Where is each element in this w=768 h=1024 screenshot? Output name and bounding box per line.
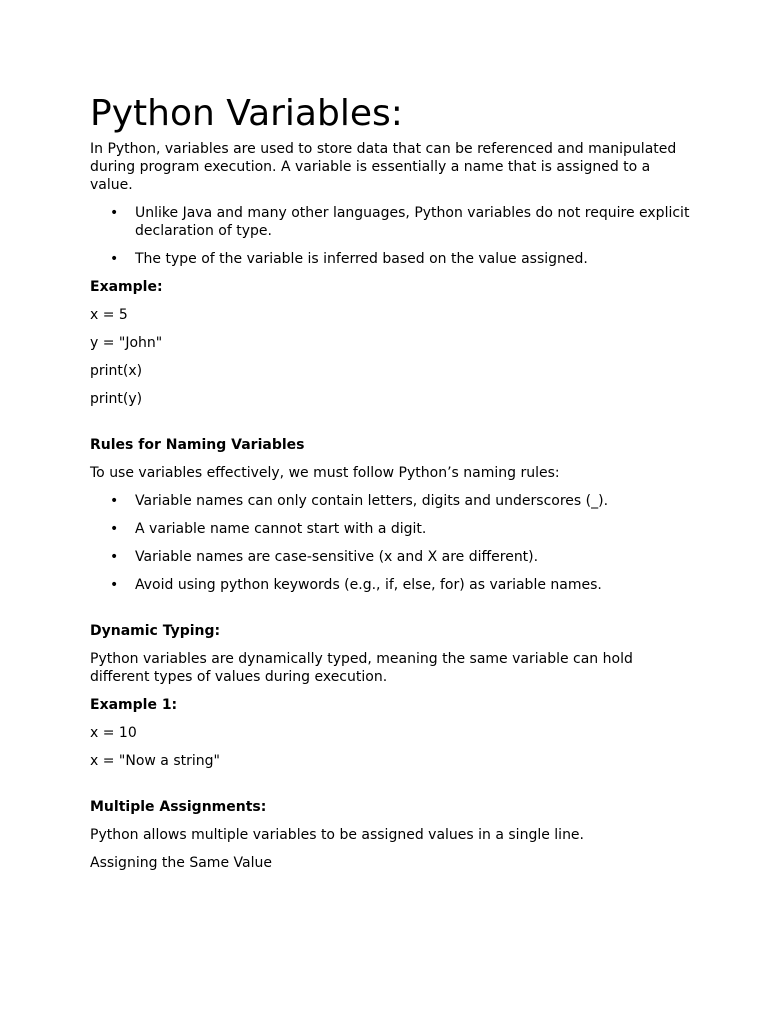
code-line: x = "Now a string" bbox=[90, 753, 220, 769]
list-item-text: Unlike Java and many other languages, Python variables do not require explicit declaration of type. bbox=[135, 205, 690, 239]
list-item bbox=[90, 548, 690, 566]
naming-rules-heading: Rules for Naming Variables bbox=[90, 437, 305, 453]
bullet-icon: • bbox=[110, 205, 119, 221]
code-line: print(x) bbox=[90, 363, 143, 379]
intro-paragraph: In Python, variables are used to store data that can be referenced and manipulated during program execution. A variable is essentially a name that is assigned to a value. bbox=[90, 141, 677, 193]
assigning-same-value-subheading: Assigning the Same Value bbox=[90, 855, 272, 871]
example-heading: Example: bbox=[90, 279, 163, 295]
list-item-text: Avoid using python keywords (e.g., if, else, for) as variable names. bbox=[135, 577, 602, 593]
code-line: print(y) bbox=[90, 391, 143, 407]
bullet-icon: • bbox=[110, 251, 119, 267]
list-item-text: Variable names can only contain letters, digits and underscores (_). bbox=[135, 493, 609, 509]
bullet-icon: • bbox=[110, 577, 119, 593]
intro-bullet-list bbox=[90, 204, 690, 268]
bullet-icon: • bbox=[110, 493, 119, 509]
naming-rules-list bbox=[90, 492, 690, 594]
example-1-heading: Example 1: bbox=[90, 697, 178, 713]
list-item bbox=[90, 492, 690, 510]
dynamic-typing-paragraph: Python variables are dynamically typed, meaning the same variable can hold different types of values during execution. bbox=[90, 651, 633, 685]
list-item-text: A variable name cannot start with a digit. bbox=[135, 521, 427, 537]
code-line: y = "John" bbox=[90, 335, 163, 351]
list-item-text: The type of the variable is inferred based on the value assigned. bbox=[135, 251, 588, 267]
list-item bbox=[90, 250, 690, 268]
code-line: x = 5 bbox=[90, 307, 128, 323]
dynamic-typing-heading: Dynamic Typing: bbox=[90, 623, 221, 639]
naming-rules-intro: To use variables effectively, we must follow Python’s naming rules: bbox=[90, 465, 560, 481]
multiple-assignments-heading: Multiple Assignments: bbox=[90, 799, 267, 815]
list-item bbox=[90, 576, 690, 594]
list-item bbox=[90, 520, 690, 538]
bullet-icon: • bbox=[110, 521, 119, 537]
list-item bbox=[90, 204, 690, 240]
multiple-assignments-paragraph: Python allows multiple variables to be assigned values in a single line. bbox=[90, 827, 584, 843]
list-item-text: Variable names are case-sensitive (x and X are different). bbox=[135, 549, 539, 565]
bullet-icon: • bbox=[110, 549, 119, 565]
document-content bbox=[90, 92, 690, 882]
code-line: x = 10 bbox=[90, 725, 137, 741]
page-title: Python Variables: bbox=[90, 93, 403, 134]
